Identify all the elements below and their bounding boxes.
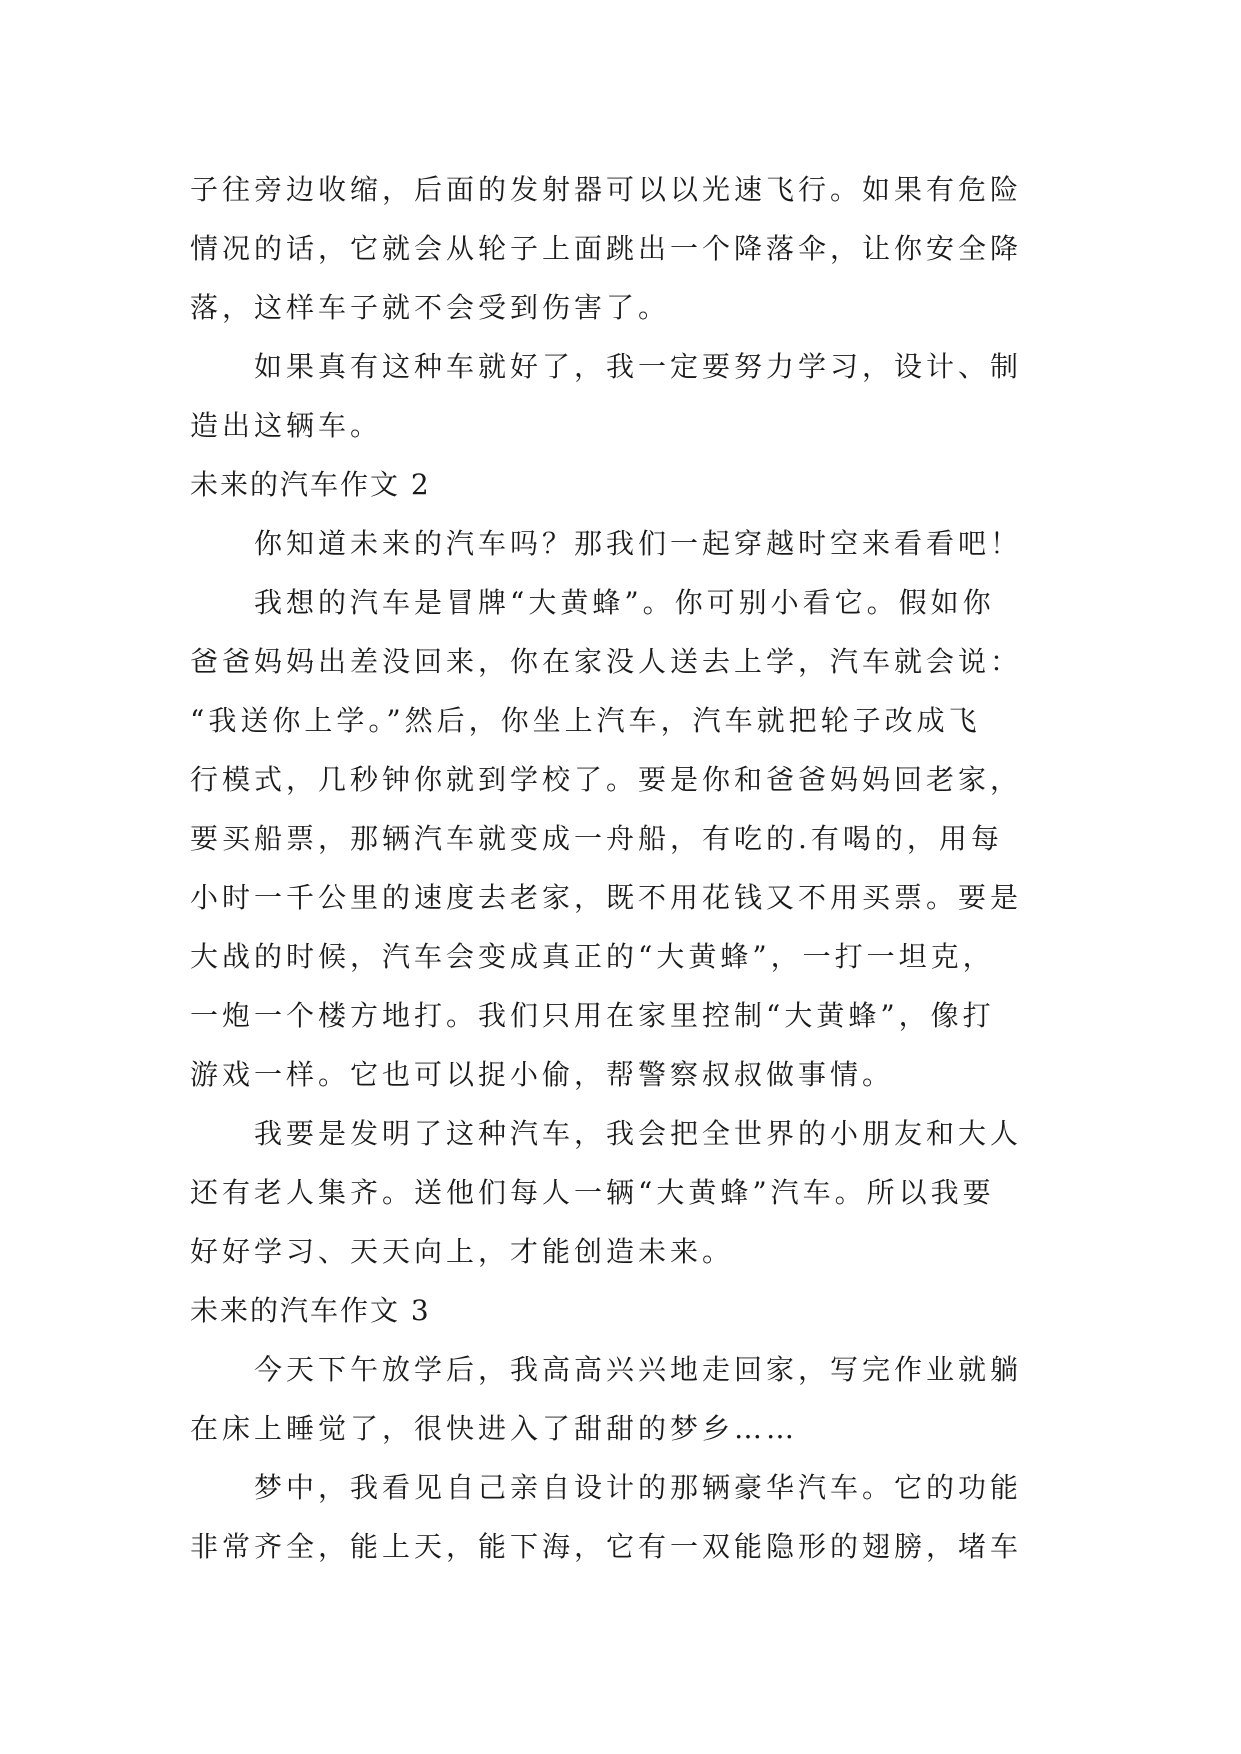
paragraph-line: 我要是发明了这种汽车，我会把全世界的小朋友和大人 [254, 1117, 1023, 1150]
paragraph-line: 爸爸妈妈出差没回来，你在家没人送去上学，汽车就会说： [190, 645, 1023, 678]
paragraph-line: 还有老人集齐。送他们每人一辆“大黄蜂”汽车。所以我要 [190, 1176, 995, 1209]
paragraph-line: 我想的汽车是冒牌“大黄蜂”。你可别小看它。假如你 [254, 586, 995, 619]
paragraph-line: 要买船票，那辆汽车就变成一舟船，有吃的.有喝的，用每 [190, 822, 1003, 855]
paragraph-line: 梦中，我看见自己亲自设计的那辆豪华汽车。它的功能 [254, 1471, 1023, 1504]
paragraph-line: 如果真有这种车就好了，我一定要努力学习，设计、制 [254, 350, 1023, 383]
paragraph-line: 情况的话，它就会从轮子上面跳出一个降落伞，让你安全降 [190, 232, 1023, 265]
paragraph-line: 子往旁边收缩，后面的发射器可以以光速飞行。如果有危险 [190, 173, 1023, 206]
essay-3-title: 未来的汽车作文 3 [190, 1294, 431, 1327]
paragraph-line: 在床上睡觉了，很快进入了甜甜的梦乡…… [190, 1412, 799, 1445]
document-body [190, 160, 1050, 1576]
paragraph-line: 大战的时候，汽车会变成真正的“大黄蜂”，一打一坦克， [190, 940, 995, 973]
paragraph-line: 好好学习、天天向上，才能创造未来。 [190, 1235, 735, 1268]
paragraph-line: 你知道未来的汽车吗？那我们一起穿越时空来看看吧！ [254, 527, 1023, 560]
paragraph-line: 小时一千公里的速度去老家，既不用花钱又不用买票。要是 [190, 881, 1023, 914]
paragraph-line: 落，这样车子就不会受到伤害了。 [190, 291, 671, 324]
essay-2-title: 未来的汽车作文 2 [190, 468, 431, 501]
paragraph-line: 今天下午放学后，我高高兴兴地走回家，写完作业就躺 [254, 1353, 1023, 1386]
paragraph-line: 游戏一样。它也可以捉小偷，帮警察叔叔做事情。 [190, 1058, 895, 1091]
paragraph-line: 造出这辆车。 [190, 409, 383, 442]
paragraph-line: 一炮一个楼方地打。我们只用在家里控制“大黄蜂”，像打 [190, 999, 995, 1032]
paragraph-line: 非常齐全，能上天，能下海，它有一双能隐形的翅膀，堵车 [190, 1530, 1023, 1563]
paragraph-line: “我送你上学。”然后，你坐上汽车，汽车就把轮子改成飞 [190, 704, 981, 737]
paragraph-line: 行模式，几秒钟你就到学校了。要是你和爸爸妈妈回老家， [190, 763, 1023, 796]
